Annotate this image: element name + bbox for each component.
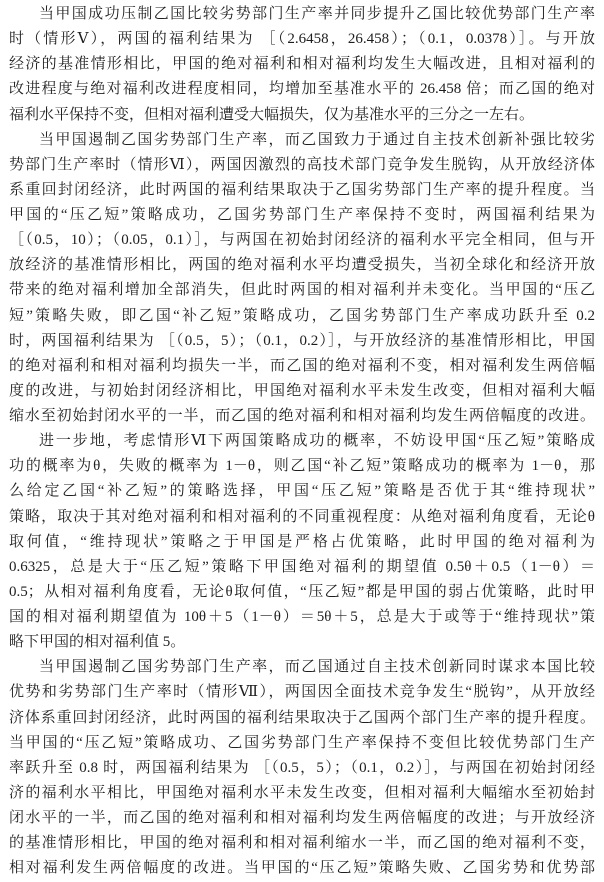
text-line: 相对福利发生两倍幅度的改进。当甲国的“压乙短”策略失败、乙国劣势和优势部 (9, 860, 595, 877)
text-line: 功的概率为θ，失败的概率为 1－θ，则乙国“补乙短”策略成功的概率为 1－θ，那 (9, 458, 595, 475)
text-line: 当甲国遏制乙国劣势部门生产率，而乙国通过自主技术创新同时谋求本国比较 (39, 659, 595, 676)
text-line: 济的福利水平相比，甲国绝对福利水平未发生改变，但相对福利大幅缩水至初始封 (9, 784, 595, 801)
text-line: 势部门生产率时（情形Ⅵ），两国因激烈的高技术部门竞争发生脱钩，从开放经济体 (9, 156, 595, 173)
paragraph (9, 128, 595, 430)
text-line: 甲国的“压乙短”策略成功，乙国劣势部门生产率保持不变时，两国福利结果为 (9, 207, 595, 223)
text-line: 取何值，“维持现状”策略之于甲国是严格占优策略，此时甲国的绝对福利为 (9, 533, 595, 550)
paragraph (9, 2, 595, 128)
text-line: 时（情形Ⅴ），两国的福利结果为 ［（2.6458，26.458）；（0.1，0.0378）］。与开放 (9, 31, 595, 48)
paragraph (9, 429, 595, 655)
text-line: 带来的绝对福利增加全部消失，但此时两国的相对福利并未变化。当甲国的“压乙 (9, 282, 595, 299)
text-line: 率跃升至 0.8 时，两国福利结果为 ［（0.5，5）；（0.1，0.2）］，与两国在初始封闭经 (9, 759, 595, 776)
text-line: 时，两国福利结果为 ［（0.5，5）；（0.1，0.2）］，与开放经济的基准情形相比，甲国 (9, 332, 595, 349)
text-line: 么给定乙国“补乙短”的策略选择，甲国“压乙短”策略是否优于其“维持现状” (9, 483, 595, 500)
text-line: 略下甲国的相对福利值 5。 (9, 634, 186, 651)
text-line: 经济的基准情形相比，甲国的绝对福利和相对福利均发生大幅改进，且相对福利的 (9, 56, 595, 73)
text-line: 当甲国成功压制乙国比较劣势部门生产率并同步提升乙国比较优势部门生产率 (39, 6, 595, 22)
text-line: 0.6325，总是大于“压乙短”策略下甲国绝对福利的期望值 0.5θ＋0.5（1－θ）＝ (9, 558, 595, 575)
text-line: 策略，取决于其对绝对福利和相对福利的不同重视程度：从绝对福利角度看，无论θ (9, 508, 595, 525)
text-line: 系重回封闭经济，此时两国的福利结果取决于乙国劣势部门生产率的提升程度。当 (9, 181, 595, 198)
text-line: 的绝对福利和相对福利均损失一半，而乙国的绝对福利不变，相对福利发生两倍幅 (9, 357, 595, 374)
text-line: 0.5；从相对福利角度看，无论θ取何值，“压乙短”都是甲国的弱占优策略，此时甲 (9, 583, 595, 600)
text-line: 当甲国遏制乙国劣势部门生产率，而乙国致力于通过自主技术创新补强比较劣 (39, 131, 595, 148)
text-line: 进一步地，考虑情形Ⅵ下两国策略成功的概率，不妨设甲国“压乙短”策略成 (39, 433, 595, 450)
text-line: 国的相对福利期望值为 10θ＋5（1－θ）＝5θ＋5，总是大于或等于“维持现状”策 (9, 609, 595, 625)
text-line: 度的改进，与初始封闭经济相比，甲国绝对福利水平未发生改变，但相对福利大幅 (9, 382, 595, 399)
text-line: 当甲国的“压乙短”策略成功、乙国劣势部门生产率保持不变但比较优势部门生产 (9, 734, 595, 751)
paragraph (9, 655, 595, 881)
text-line: 短”策略失败，即乙国“补乙短”策略成功，乙国劣势部门生产率成功跃升至 0.2 (9, 307, 595, 324)
text-line: 改进程度与绝对福利改进程度相同，均增加至基准水平的 26.458 倍；而乙国的绝对 (9, 81, 595, 98)
text-line: 福利水平保持不变，但相对福利遭受大幅损失，仅为基准水平的三分之一左右。 (9, 106, 535, 123)
text-line: 闭水平的一半，而乙国的绝对福利和相对福利均发生两倍幅度的改进；与开放经济 (9, 810, 595, 826)
text-line: ［（0.5，10）；（0.05，0.1）］，与两国在初始封闭经济的福利水平完全相同，但与开 (9, 232, 595, 249)
text-line: 缩水至初始封闭水平的一半，而乙国的绝对福利和相对福利均发生两倍幅度的改进。 (9, 408, 595, 424)
text-line: 的基准情形相比，甲国的绝对福利和相对福利缩水一半，而乙国的绝对福利不变， (9, 835, 595, 852)
text-line: 济体系重回封闭经济，此时两国的福利结果取决于乙国两个部门生产率的提升程度。 (9, 709, 595, 726)
text-line: 优势和劣势部门生产率时（情形Ⅶ），两国因全面技术竞争发生“脱钩”，从开放经 (9, 684, 595, 701)
text-line: 放经济的基准情形相比，两国的绝对福利水平均遭受损失，当初全球化和经济开放 (9, 257, 595, 274)
text-column (9, 2, 595, 881)
